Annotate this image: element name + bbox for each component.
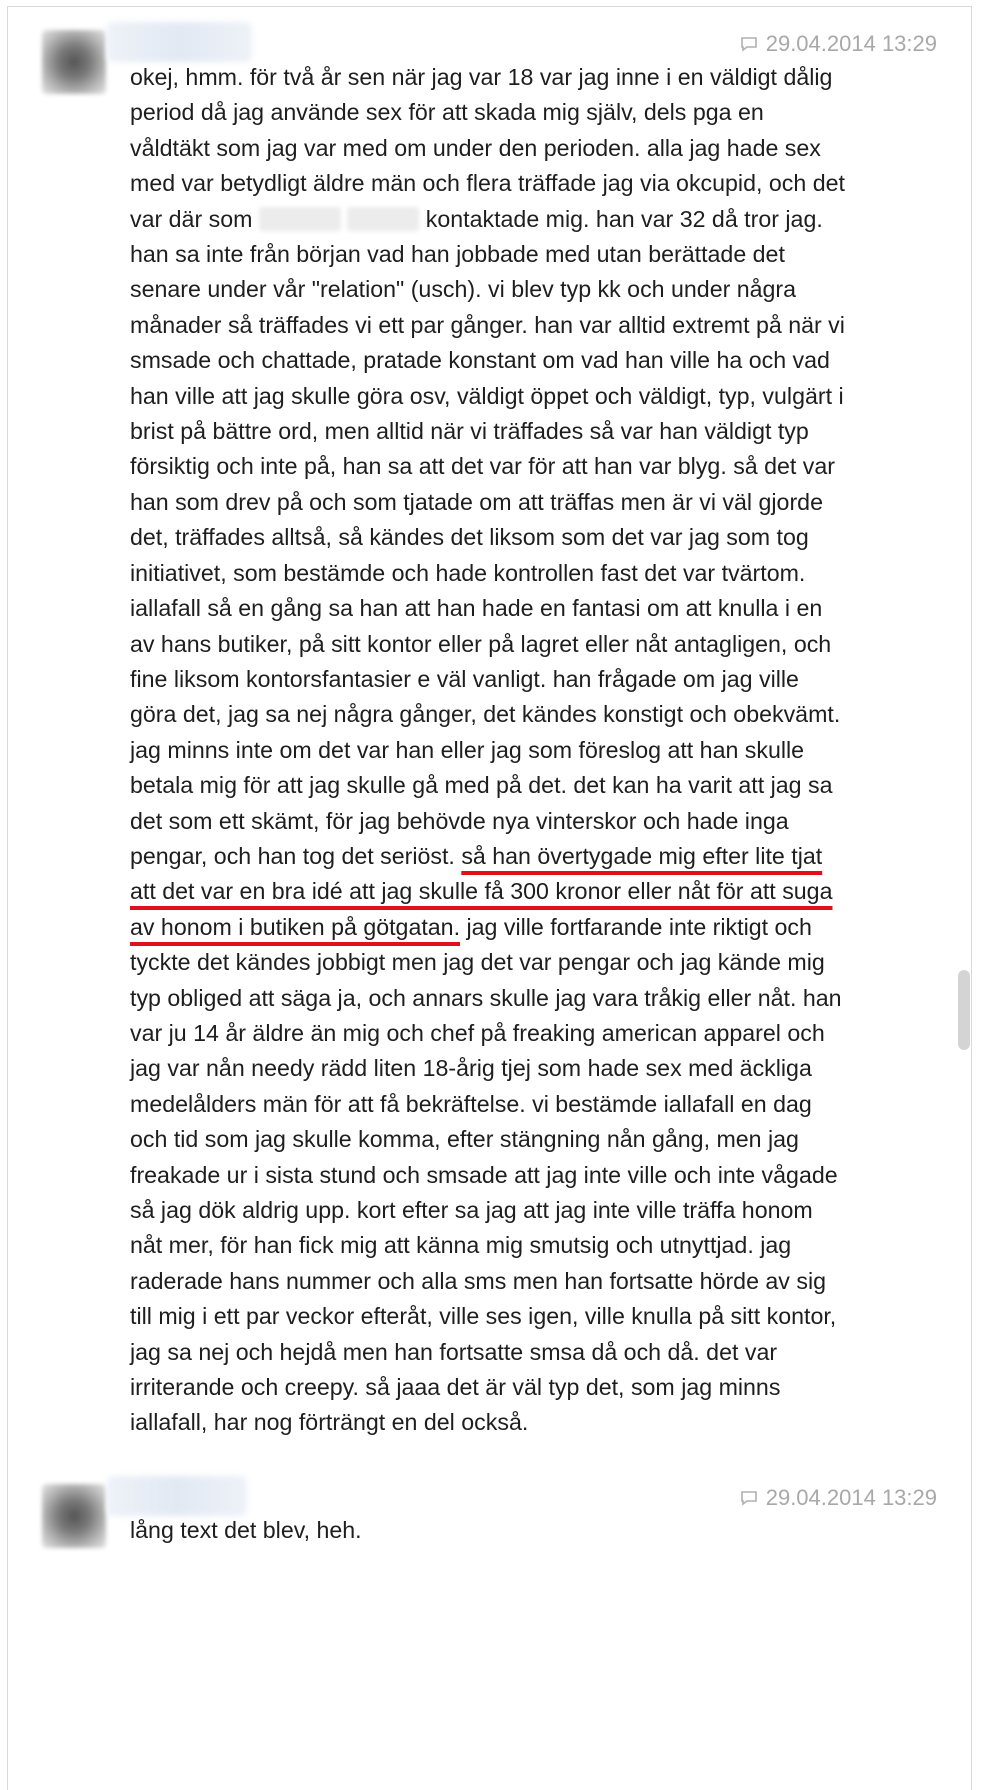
message-text: [130, 1513, 850, 1548]
paragraph-2: [130, 591, 850, 1441]
avatar[interactable]: [42, 30, 106, 94]
sender-name-redacted[interactable]: [107, 1476, 247, 1516]
redacted-name: [259, 207, 341, 231]
text-segment: kontaktade mig. han var 32 då tror jag. han sa inte från början vad han jobbade med utan berättade det senare under vår "relation" (usch). vi blev typ kk och under några månader så träffades vi ett par gånger. han var alltid extremt på när vi smsade och chattade, pratade konstant om vad han ville ha och vad han ville att jag skulle göra osv, väldigt öppet och väldigt, typ, vulgärt i brist på bättre ord, men alltid när vi träffades så var han väldigt typ försiktig och inte på, han sa att det var för att han var blyg. så det var han som drev på och som tjatade om att träffas men är vi väl gjorde det, träffades alltså, så kändes det liksom som det var jag som tog initiativet, som bestämde och hade kontrollen fast det var tvärtom.: [130, 205, 845, 586]
text-segment: iallafall så en gång sa han att han hade en fantasi om att knulla i en av hans butiker, på sitt kontor eller på lagret eller nåt antagligen, och fine liksom kontorsfantasier e väl vanligt. han frågade om jag ville göra det, jag sa nej några gånger, det kändes konstigt och obekvämt. jag minns inte om det var han eller jag som föreslog att han skulle betala mig för att jag skulle gå med på det. det kan ha varit att jag sa det som ett skämt, för jag behövde nya vinterskor och hade inga pengar, och han tog det seriöst.: [130, 595, 841, 869]
avatar[interactable]: [42, 1484, 106, 1548]
text-segment: okej, hmm. för två år sen när jag var 18 var jag inne i en väldigt dålig period då jag använde sex för att skada mig själv, dels pga en våldtäkt som jag var med om under den perioden. alla jag hade sex med var betydligt äldre män och flera träffade jag via okcupid, och det var där som: [130, 64, 845, 232]
message-timestamp: [740, 1485, 937, 1511]
timestamp-text: 29.04.2014 13:29: [765, 31, 937, 56]
highlighted-text: så han övertygade mig efter lite tjat att det var en bra idé att jag skulle få 300 kronor eller nåt för att suga av honom i butiken på götgatan.: [130, 842, 833, 940]
timestamp-text: 29.04.2014 13:29: [765, 1485, 937, 1510]
redacted-name: [347, 207, 419, 231]
sender-name-redacted[interactable]: [107, 22, 252, 62]
scrollbar-thumb[interactable]: [958, 970, 970, 1050]
message-timestamp: [740, 31, 937, 57]
paragraph-1: [130, 60, 850, 591]
message-text: [130, 60, 850, 1441]
comment-bubble-icon: [740, 36, 758, 52]
text-segment: jag ville fortfarande inte riktigt och tyckte det kändes jobbigt men jag det var pengar och jag kände mig typ obliged att säga ja, och annars skulle jag vara tråkig eller nåt. han var ju 14 år äldre än mig och chef på freaking american apparel och jag var nån needy rädd liten 18-årig tjej som hade sex med äckliga medelålders män för att få bekräftelse. vi bestämde iallafall en dag och tid som jag skulle komma, efter stängning nån gång, men jag freakade ur i sista stund och smsade att jag inte ville och inte vågade så jag dök aldrig upp. kort efter sa jag att jag inte ville träffa honom nåt mer, för han fick mig att känna mig smutsig och utnyttjad. jag raderade hans nummer och alla sms men han fortsatte hörde av sig till mig i ett par veckor efteråt, ville ses igen, ville knulla på sitt kontor, jag sa nej och hejdå men han fortsatte smsa då och då. det var irriterande och creepy. så jaaa det är väl typ det, som jag minns iallafall, har nog förträngt en del också.: [130, 913, 842, 1436]
comment-bubble-icon: [740, 1490, 758, 1506]
text-segment: lång text det blev, heh.: [130, 1517, 362, 1543]
